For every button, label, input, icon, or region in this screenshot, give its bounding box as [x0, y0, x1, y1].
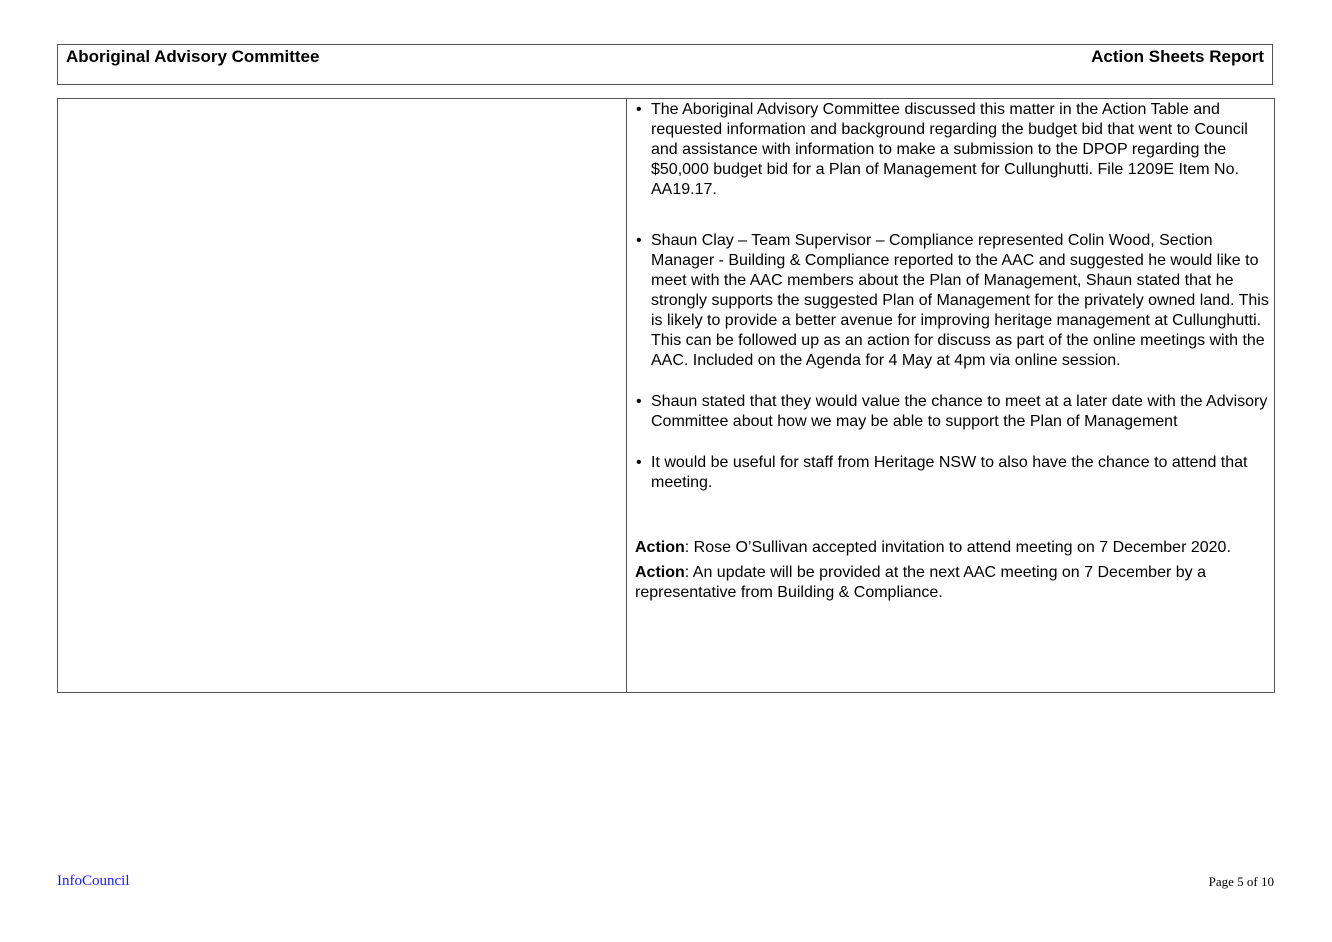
action-item	[635, 538, 1269, 558]
bullet-item	[635, 453, 1269, 493]
action-label: Action	[635, 564, 685, 581]
bullet-icon: •	[636, 393, 642, 410]
page-number: Page 5 of 10	[1208, 874, 1274, 889]
bullet-icon: •	[636, 454, 642, 471]
action-item	[635, 563, 1269, 603]
action-table-right-cell	[635, 99, 1269, 603]
report-title: Action Sheets Report	[1091, 47, 1264, 66]
bullet-item	[635, 231, 1269, 371]
bullet-icon: •	[636, 101, 642, 118]
bullet-text: Shaun Clay – Team Supervisor – Compliance represented Colin Wood, Section Manager - Building & Compliance reported to the AAC and suggested he would like to meet with the AAC members about the Plan of Management, Shaun stated that he strongly supports the suggested Plan of Management for the privately owned land. This is likely to provide a better avenue for improving heritage management at Cullunghutti. This can be followed up as an action for discuss as part of the online meetings with the AAC. Included on the Agenda for 4 May at 4pm via online session.	[651, 232, 1269, 369]
action-text: : Rose O’Sullivan accepted invitation to attend meeting on 7 December 2020.	[684, 539, 1231, 556]
infocouncil-footer-label: InfoCouncil	[57, 873, 130, 889]
bullet-item	[635, 100, 1269, 200]
action-label: Action	[635, 539, 685, 556]
bullet-text: It would be useful for staff from Heritage NSW to also have the chance to attend that meeting.	[651, 454, 1248, 491]
column-divider	[626, 99, 627, 692]
bullet-item	[635, 392, 1269, 432]
bullet-text: Shaun stated that they would value the chance to meet at a later date with the Advisory Committee about how we may be able to support the Plan of Management	[651, 393, 1268, 430]
action-text: : An update will be provided at the next AAC meeting on 7 December by a representative from Building & Compliance.	[635, 564, 1206, 601]
committee-title: Aboriginal Advisory Committee	[66, 47, 320, 66]
action-table	[57, 98, 1275, 693]
report-header	[57, 44, 1273, 85]
bullet-text: The Aboriginal Advisory Committee discussed this matter in the Action Table and requested information and background regarding the budget bid that went to Council and assistance with information to make a submission to the DPOP regarding the $50,000 budget bid for a Plan of Management for Cullunghutti. File 1209E Item No. AA19.17.	[651, 101, 1248, 198]
bullet-icon: •	[636, 232, 642, 249]
